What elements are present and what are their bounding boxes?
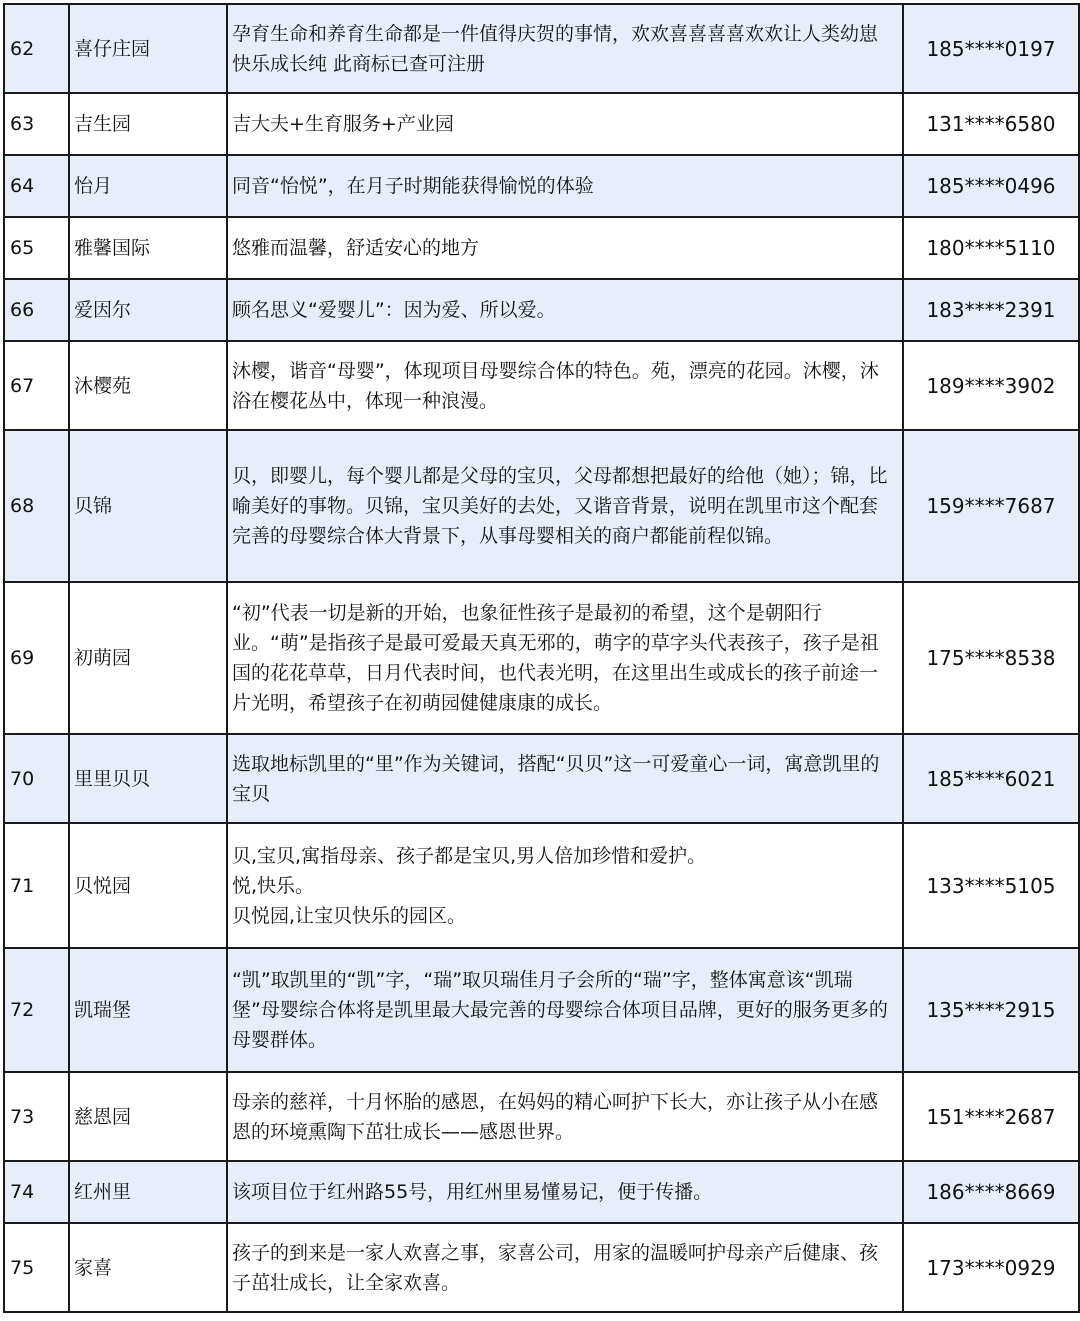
table-row — [4, 155, 1079, 217]
table-row — [4, 948, 1079, 1072]
meaning-line: 悠雅而温馨，舒适安心的地方 — [232, 237, 480, 259]
phone-number: 185****6021 — [903, 734, 1079, 823]
meaning-line: 贝悦园,让宝贝快乐的园区。 — [232, 904, 467, 927]
row-number: 67 — [4, 341, 69, 430]
row-number: 68 — [4, 430, 69, 582]
name-meaning — [227, 4, 903, 93]
phone-number: 131****6580 — [903, 93, 1079, 155]
meaning-line: 同音“怡悦”，在月子时期能获得愉悦的体验 — [232, 175, 594, 197]
name-meaning — [227, 734, 903, 823]
brand-name: 吉生园 — [69, 93, 227, 155]
name-meaning — [227, 948, 903, 1072]
row-number: 69 — [4, 582, 69, 734]
phone-number: 151****2687 — [903, 1072, 1079, 1161]
phone-number: 159****7687 — [903, 430, 1079, 582]
meaning-line: 该项目位于红州路55号，用红州里易懂易记，便于传播。 — [232, 1181, 713, 1203]
name-meaning — [227, 341, 903, 430]
table-row — [4, 93, 1079, 155]
brand-name: 里里贝贝 — [69, 734, 227, 823]
table-row — [4, 582, 1079, 734]
name-meaning — [227, 823, 903, 948]
brand-name: 沐樱苑 — [69, 341, 227, 430]
name-meaning — [227, 279, 903, 341]
table-row — [4, 734, 1079, 823]
meaning-line: 孩子的到来是一家人欢喜之事，家喜公司，用家的温暖呵护母亲产后健康、孩子茁壮成长，让全家欢喜。 — [232, 1241, 879, 1294]
row-number: 72 — [4, 948, 69, 1072]
phone-number: 180****5110 — [903, 217, 1079, 279]
table-row — [4, 1072, 1079, 1161]
meaning-line: 孕育生命和养育生命都是一件值得庆贺的事情，欢欢喜喜喜喜欢欢让人类幼崽快乐成长纯 此商标已查可注册 — [232, 22, 879, 75]
meaning-line: 顾名思义“爱婴儿”：因为爱、所以爱。 — [232, 299, 556, 321]
brand-name: 家喜 — [69, 1223, 227, 1312]
brand-name: 贝锦 — [69, 430, 227, 582]
meaning-line: 吉大夫+生育服务+产业园 — [232, 113, 454, 135]
names-table — [3, 3, 1080, 1313]
name-meaning — [227, 430, 903, 582]
phone-number: 183****2391 — [903, 279, 1079, 341]
table-row — [4, 430, 1079, 582]
meaning-line: 选取地标凯里的“里”作为关键词，搭配“贝贝”这一可爱童心一词，寓意凯里的宝贝 — [232, 752, 880, 805]
table-row — [4, 279, 1079, 341]
row-number: 65 — [4, 217, 69, 279]
meaning-line: 贝,宝贝,寓指母亲、孩子都是宝贝,男人倍加珍惜和爱护。 — [232, 844, 707, 867]
meaning-line: “初”代表一切是新的开始，也象征性孩子是最初的希望，这个是朝阳行业。“萌”是指孩子是最可爱最天真无邪的，萌字的草字头代表孩子，孩子是祖国的花花草草，日月代表时间，也代表光明，在这里出生或成长的孩子前途一片光明，希望孩子在初萌园健健康康的成长。 — [232, 602, 879, 714]
phone-number: 135****2915 — [903, 948, 1079, 1072]
brand-name: 爱因尔 — [69, 279, 227, 341]
name-meaning — [227, 217, 903, 279]
row-number: 64 — [4, 155, 69, 217]
row-number: 62 — [4, 4, 69, 93]
phone-number: 133****5105 — [903, 823, 1079, 948]
meaning-line: 贝，即婴儿，每个婴儿都是父母的宝贝，父母都想把最好的给他（她）；锦，比喻美好的事物。贝锦，宝贝美好的去处，又谐音背景，说明在凯里市这个配套完善的母婴综合体大背景下，从事母婴相关的商户都能前程似锦。 — [232, 465, 888, 547]
meaning-line: “凯”取凯里的“凯”字，“瑞”取贝瑞佳月子会所的“瑞”字，整体寓意该“凯瑞堡”母婴综合体将是凯里最大最完善的母婴综合体项目品牌，更好的服务更多的母婴群体。 — [232, 969, 888, 1051]
brand-name: 喜仔庄园 — [69, 4, 227, 93]
table-row — [4, 1161, 1079, 1223]
row-number: 70 — [4, 734, 69, 823]
brand-name: 贝悦园 — [69, 823, 227, 948]
table-row — [4, 1223, 1079, 1312]
name-meaning — [227, 155, 903, 217]
brand-name: 怡月 — [69, 155, 227, 217]
table-row — [4, 4, 1079, 93]
phone-number: 185****0496 — [903, 155, 1079, 217]
name-meaning — [227, 1161, 903, 1223]
table-row — [4, 823, 1079, 948]
table-body — [4, 4, 1079, 1312]
row-number: 74 — [4, 1161, 69, 1223]
table-row — [4, 341, 1079, 430]
row-number: 71 — [4, 823, 69, 948]
phone-number: 186****8669 — [903, 1161, 1079, 1223]
name-meaning — [227, 582, 903, 734]
phone-number: 189****3902 — [903, 341, 1079, 430]
meaning-line: 悦,快乐。 — [232, 874, 315, 897]
row-number: 66 — [4, 279, 69, 341]
row-number: 75 — [4, 1223, 69, 1312]
brand-name: 初萌园 — [69, 582, 227, 734]
brand-name: 慈恩园 — [69, 1072, 227, 1161]
phone-number: 173****0929 — [903, 1223, 1079, 1312]
brand-name: 雅馨国际 — [69, 217, 227, 279]
row-number: 73 — [4, 1072, 69, 1161]
name-meaning — [227, 1072, 903, 1161]
brand-name: 红州里 — [69, 1161, 227, 1223]
name-meaning — [227, 1223, 903, 1312]
brand-name: 凯瑞堡 — [69, 948, 227, 1072]
phone-number: 175****8538 — [903, 582, 1079, 734]
meaning-line: 母亲的慈祥，十月怀胎的感恩，在妈妈的精心呵护下长大，亦让孩子从小在感恩的环境熏陶下茁壮成长——感恩世界。 — [232, 1090, 879, 1143]
table-row — [4, 217, 1079, 279]
phone-number: 185****0197 — [903, 4, 1079, 93]
name-meaning — [227, 93, 903, 155]
row-number: 63 — [4, 93, 69, 155]
meaning-line: 沐樱，谐音“母婴”，体现项目母婴综合体的特色。苑，漂亮的花园。沐樱，沐浴在樱花丛中，体现一种浪漫。 — [232, 359, 879, 412]
